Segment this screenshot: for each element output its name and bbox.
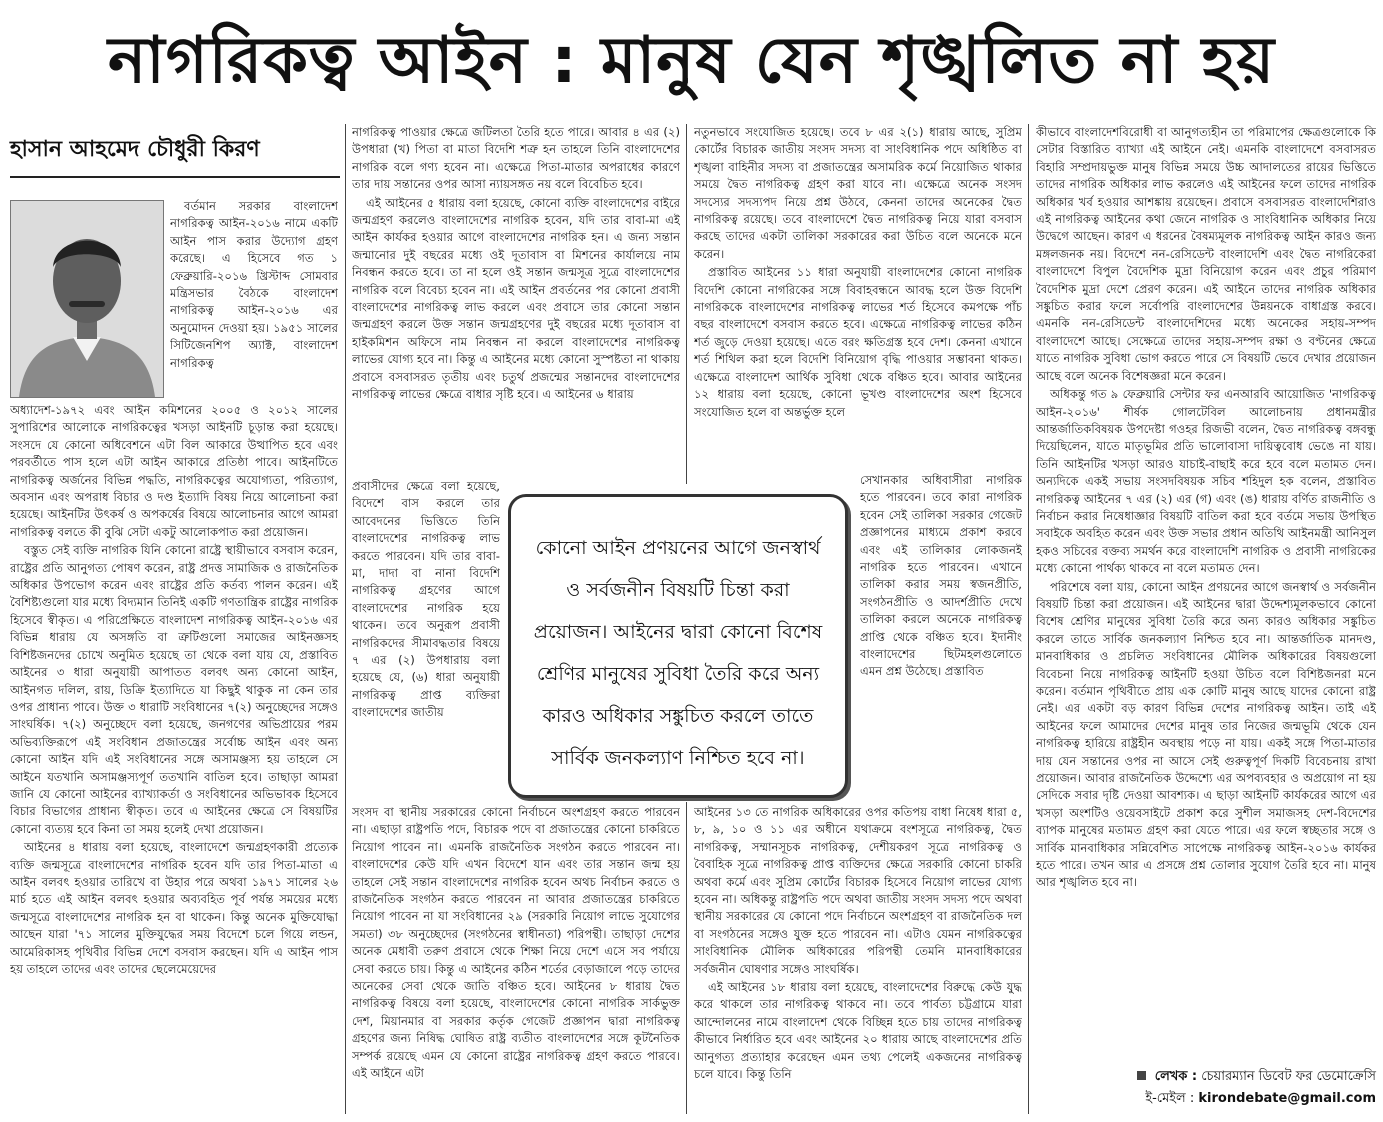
author-info	[1080, 1066, 1376, 1110]
column-rule	[1028, 124, 1029, 1114]
paragraph: এই আইনের ৫ ধারায় বলা হয়েছে, কোনো ব্যক্তি বাংলাদেশের বাইরে জন্মগ্রহণ করলেও বাংলাদেশের নাগরিক হবেন, যদি তার বাবা-মা এই আইন কার্যকর হওয়ার আগে বাংলাদেশের নাগরিক হন। এ জন্য সন্তান জন্মানোর দুই বছরের মধ্যে ওই দূতাবাস বা মিশনের কার্যালয়ে নাম নিবন্ধন করতে হবে। তা না হলে ওই সন্তান জন্মসূত্র সূত্রে বাংলাদেশের নাগরিক বলে বিবেচ্য হবেন না। এই আইন প্রবর্তনের পর কোনো প্রবাসী বাংলাদেশের নাগরিকত্ব লাভ করলে এবং প্রবাসে তার কোনো সন্তান জন্মগ্রহণ করলে উক্ত সন্তান জন্মগ্রহণের দুই বছরের মধ্যে দূতাবাস বা হাইকমিশন অফিসে নাম নিবন্ধন না করলে বাংলাদেশের নাগরিকত্ব লাভের যোগ্য হবে না। কিন্তু এ আইনের মধ্যে কোনো সুস্পষ্টতা না থাকায় প্রবাসে বসবাসরত তৃতীয় এবং চতুর্থ প্রজন্মের সন্তানদের বাংলাদেশের নাগরিকত্ব লাভের ক্ষেত্রে বাধার সৃষ্টি হবে। এ আইনের ৬ ধারায়	[352, 195, 680, 402]
author-designation-row	[1080, 1066, 1376, 1088]
paragraph: সংসদ বা স্থানীয় সরকারের কোনো নির্বাচনে অংশগ্রহণ করতে পারবেন না। এছাড়া রাষ্ট্রপতি পদে, বিচারক পদে বা প্রজাতন্ত্রের কোনো চাকরিতে নিয়োগ পাবেন না। এমনকি রাজনৈতিক সংগঠন করতে পারবেন না। বাংলাদেশের কেউ যদি এখন বিদেশে যান এবং তার সন্তান জন্ম হয় তাহলে সেই সন্তান বাংলাদেশের নাগরিক হবেন অথচ নির্বাচন করতে ও রাজনৈতিক সংগঠন করতে পারবেন না আবার প্রজাতন্ত্রের চাকরিতে নিয়োগ পাবেন না যা সংবিধানের ২৯ (সরকারি নিয়োগ লাভে সুযোগের সমতা) ৩৮ অনুচ্ছেদের (সংগঠনের স্বাধীনতা) পরিপন্থী। তাছাড়া দেশের অনেক মেধাবী তরুণ প্রবাসে থেকে শিক্ষা নিয়ে দেশে এসে সব পর্যায়ে সেবা করতে চায়। কিন্তু এ আইনের কঠিন শর্তের বেড়াজালে পড়ে তাদের অনেকের সেবা থেকে জাতি বঞ্চিত হবে। আইনের ৮ ধারায় দ্বৈত নাগরিকত্ব বিষয়ে বলা হয়েছে, বাংলাদেশের কোনো নাগরিক সার্কভুক্ত দেশ, মিয়ানমার বা সরকার কর্তৃক গেজেট প্রজ্ঞাপন দ্বারা নাগরিকত্ব গ্রহণের জন্য নিষিদ্ধ ঘোষিত রাষ্ট্র ব্যতীত বাংলাদেশের সঙ্গে কূটনৈতিক সম্পর্ক রয়েছে এমন যে কোনো রাষ্ট্রের নাগরিকত্ব গ্রহণ করতে পারবে। এই আইনে এটা	[352, 805, 680, 1081]
paragraph: প্রস্তাবিত আইনের ১১ ধারা অনুযায়ী বাংলাদেশের কোনো নাগরিক বিদেশি কোনো নাগরিকের সঙ্গে বিবাহবন্ধনে আবদ্ধ হলে উক্ত বিদেশি নাগরিককে বাংলাদেশের নাগরিকত্ব লাভের শর্ত হিসেবে কমপক্ষে পাঁচ বছর বাংলাদেশে বসবাস করতে হবে। এক্ষেত্রে নাগরিকত্ব লাভের কঠিন শর্ত জুড়ে দেওয়া হয়েছে। এতে বরং ক্ষতিগ্রস্ত হবে দেশ। কেননা এখানে শর্ত শিথিল করা হলে বিদেশি বিনিয়োগ বৃদ্ধি পাওয়ার সম্ভাবনা থাকত। এক্ষেত্রে বাংলাদেশ আর্থিক সুবিধা থেকে বঞ্চিত হবে। আবার আইনের ১২ ধারায় বলা হয়েছে, কোনো ভূখণ্ড বাংলাদেশের অংশ হিসেবে সংযোজিত হলে বা অন্তর্ভুক্ত হলে	[694, 265, 1022, 419]
byline-rule	[10, 176, 340, 178]
column-2-bottom	[352, 804, 680, 1114]
column-rule	[686, 802, 687, 1114]
paragraph: বস্তুত সেই ব্যক্তি নাগরিক যিনি কোনো রাষ্ট্রে স্থায়ীভাবে বসবাস করেন, রাষ্ট্রের প্রতি আনুগত্য পোষণ করেন, রাষ্ট্র প্রদত্ত সামাজিক ও রাজনৈতিক অধিকার উপভোগ করেন এবং রাষ্ট্রের প্রতি কর্তব্য পালন করেন। এই বৈশিষ্ট্যগুলো যার মধ্যে বিদ্যমান তিনিই একটি গণতান্ত্রিক রাষ্ট্রের নাগরিক হিসেবে স্বীকৃত। এ পরিপ্রেক্ষিতে বাংলাদেশ নাগরিকত্ব আইন-২০১৬ এর বিভিন্ন ধারায় যে অসঙ্গতি বা ত্রুটিগুলো সমাজের আইনজ্ঞসহ বিশিষ্টজনদের চোখে অনুমিত হয়েছে তা থেকে বলা যায় যে, প্রস্তাবিত আইনের ৩ ধারা অনুযায়ী আপাতত বলবৎ অন্য কোনো আইন, আইনগত দলিল, রায়, ডিক্রি ইত্যাদিতে যা কিছুই থাকুক না কেন তার ওপর প্রাধান্য পাবে। উক্ত ৩ ধারাটি সংবিধানের ৭(২) অনুচ্ছেদের সঙ্গেও সাংঘর্ষিক। ৭(২) অনুচ্ছেদে বলা হয়েছে, জনগণের অভিপ্রায়ের পরম অভিব্যক্তিরূপে এই সংবিধান প্রজাতন্ত্রের সর্বোচ্চ আইন এবং অন্য কোনো আইন যদি এই সংবিধানের সঙ্গে অসামঞ্জস্য হয় তাহলে সে আইনে যতখানি অসামঞ্জস্যপূর্ণ ততখানি বাতিল হবে। তাছাড়া আমরা জানি যে কোনো আইনের ব্যাখ্যাকর্তা ও সংবিধানের অভিভাবক হিসেবে বিচার বিভাগের প্রাধান্য স্বীকৃত। তবে এ আইনের ক্ষেত্রে সে বিষয়টির কোনো ব্যত্যয় হবে কিনা তা সময় হলেই দেখা প্রয়োজন।	[10, 543, 338, 836]
column-1-intro	[170, 198, 338, 398]
byline: হাসান আহমেদ চৌধুরী কিরণ	[10, 137, 260, 162]
pull-quote	[508, 494, 848, 798]
paragraph: পরিশেষে বলা যায়, কোনো আইন প্রণয়নের আগে জনস্বার্থ ও সর্বজনীন বিষয়টি চিন্তা করা প্রয়োজন। এই আইনের দ্বারা উদ্দেশ্যমূলকভাবে কোনো বিশেষ শ্রেণির মানুষের সুবিধা তৈরি করে অন্য কারও অধিকার সঙ্কুচিত করলে তাতে সার্বিক জনকল্যাণ নিশ্চিত হবে না। আন্তর্জাতিক মানদণ্ড, মানবাধিকার ও প্রচলিত সংবিধানের মৌলিক অধিকারের বিষয়গুলো বিবেচনা নিয়ে নাগরিকত্ব আইনটি হওয়া উচিত বলে বিশিষ্টজনরা মনে করেন। বর্তমান পৃথিবীতে প্রায় এক কোটি মানুষ আছে যাদের কোনো রাষ্ট্র নেই। এর একটা বড় কারণ বিভিন্ন দেশের নাগরিকত্ব আইন। তাই এই আইনের ফলে আমাদের দেশের মানুষ তার নিজের জন্মভূমি থেকে যেন নাগরিকত্ব হারিয়ে রাষ্ট্রহীন অবস্থায় পড়ে না যায়। একই সঙ্গে পিতা-মাতার দায় যেন সন্তানের ওপর না আসে সেই গুরুত্বপূর্ণ দিকটি বিবেচনায় রাখা প্রয়োজন। আবার রাজনৈতিক উদ্দেশ্যে এর অপব্যবহার ও অপ্রয়োগ না হয় সেদিকে সবার দৃষ্টি দেওয়া আবশ্যক। এ ছাড়া আইনটি কার্যকরের আগে এর খসড়া অংশটিও ওয়েবসাইটে প্রকাশ করে সুশীল সমাজসহ দেশ-বিদেশের ব্যাপক মানুষের মতামত গ্রহণ করা যেতে পারে। এর ফলে স্বচ্ছতার সঙ্গে ও সার্বিক মানবাধিকার সন্নিবেশিত সাপেক্ষে নাগরিকত্ব আইন-২০১৬ কার্যকর হতে পারে। তখন আর এ প্রসঙ্গে প্রশ্ন তোলার সুযোগ তৈরি হবে না। মানুষ আর শৃঙ্খলিত হবে না।	[1036, 579, 1376, 890]
paragraph: আইনের ৪ ধারায় বলা হয়েছে, বাংলাদেশে জন্মগ্রহণকারী প্রত্যেক ব্যক্তি জন্মসূত্রে বাংলাদেশের নাগরিক হবেন যদি তার পিতা-মাতা এ আইন বলবৎ হওয়ার তারিখে বা উহার পরে অথবা ১৯৭১ সালের ২৬ মার্চ হতে এই আইন বলবৎ হওয়ার অব্যবহিত পূর্ব পর্যন্ত সময়ের মধ্যে জন্মসূত্রে বাংলাদেশের নাগরিক হন বা থাকেন। কিন্তু অনেক মুক্তিযোদ্ধা আছেন যারা '৭১ সালের মুক্তিযুদ্ধের সময় বিদেশে চলে গিয়ে লন্ডন, আমেরিকাসহ পৃথিবীর বিভিন্ন দেশে বসবাস করছেন। যদি এ আইন পাস হয় তাহলে তাদের এবং তাদের ছেলেমেয়েদের	[10, 840, 338, 976]
portrait-image	[11, 201, 163, 397]
column-2-narrow	[352, 478, 500, 778]
email-label: ই-মেইল :	[1145, 1091, 1195, 1106]
column-2-top	[352, 124, 680, 476]
author-label: লেখক :	[1154, 1069, 1198, 1084]
column-3-top	[694, 124, 1022, 470]
column-3-bottom	[694, 804, 1022, 1114]
headline: নাগরিকত্ব আইন : মানুষ যেন শৃঙ্খলিত না হয়	[107, 24, 1276, 98]
paragraph: অধিকন্তু গত ৯ ফেব্রুয়ারি সেন্টার ফর এনআরবি আয়োজিত 'নাগরিকত্ব আইন-২০১৬' শীর্ষক গোলটেবিল আলোচনায় প্রধানমন্ত্রীর আন্তর্জাতিকবিষয়ক উপদেষ্টা গওহর রিজভী বলেন, দ্বৈত নাগরিকত্ব বঙ্গবন্ধু দিয়েছিলেন, যাতে মাতৃভূমির প্রতি ভালোবাসা দায়িত্ববোধ ভেঙে না যায়। তিনি আইনটির খসড়া আরও যাচাই-বাছাই করে হবে বলে মতামত দেন। অন্যদিকে একই সভায় সংসদবিষয়ক সচিব শহিদুল হক বলেন, প্রস্তাবিত নাগরিকত্ব আইনের ৭ এর (২) এর (গ) এবং (ঙ) ধারায় বর্ণিত রাজনীতি ও নির্বাচন করার নিষেধাজ্ঞার বিষয়টি বাতিল করা হবে বর্তমে সভায় উপস্থিত সবাইকে অবহিত করেন এবং উক্ত সভার প্রধান অতিথি আইনমন্ত্রী আনিসুল হকও সচিবের বক্তব্য সমর্থন করে বাংলাদেশি নাগরিক ও প্রবাসী নাগরিকের মধ্যে কোনো পার্থক্য থাকবে না বলে মতামত দেন।	[1036, 387, 1376, 576]
pull-quote-text: কোনো আইন প্রণয়নের আগে জনস্বার্থ ও সর্বজনীন বিষয়টি চিন্তা করা প্রয়োজন। আইনের দ্বারা কোনো বিশেষ শ্রেণির মানুষের সুবিধা তৈরি করে অন্য কারও অধিকার সঙ্কুচিত করলে তাতে সার্বিক জনকল্যাণ নিশ্চিত হবে না।	[533, 537, 823, 769]
paragraph: নতুনভাবে সংযোজিত হয়েছে। তবে ৮ এর ২(১) ধারায় আছে, সুপ্রিম কোর্টের বিচারক জাতীয় সংসদ সদস্য বা সাংবিধানিক পদে অধিষ্ঠিত বা শৃঙ্খলা বাহিনীর সদস্য বা প্রজাতন্ত্রের অসামরিক কর্মে নিয়োজিত থাকার সময়ে দ্বৈত নাগরিকত্ব গ্রহণ করা যাবে না। এক্ষেত্রে অনেক সংসদ সদস্যের সদস্যপদ নিয়ে প্রশ্ন উঠবে, কেননা তাদের অনেকের দ্বৈত নাগরিকত্ব রয়েছে। তবে বাংলাদেশে দ্বৈত নাগরিকত্ব নিয়ে যারা বসবাস করছে তাদের একটা তালিকা সরকারের করা উচিত বলে অনেকে মনে করেন।	[694, 125, 1022, 261]
column-rule	[686, 124, 687, 484]
author-photo	[10, 200, 164, 398]
column-3-narrow	[860, 472, 1022, 790]
author-email-row	[1080, 1088, 1376, 1110]
paragraph: কীভাবে বাংলাদেশবিরোধী বা আনুগত্যহীন তা পরিমাপের ক্ষেত্রগুলোকে কি সেটার বিস্তারিত ব্যাখ্যা এই আইনে নেই। এমনকি বাংলাদেশে বসবাসরত বিহারি সম্প্রদায়ভুক্ত মানুষ বিভিন্ন সময়ে উচ্চ আদালতের রায়ের ভিত্তিতে তাদের নাগরিক অধিকার লাভ করলেও এই আইনের ফলে তাদের নাগরিক অধিকার খর্ব হওয়ার আশঙ্কায় রয়েছেন। প্রবাসে বসবাসরত বাংলাদেশিরাও এই নাগরিকত্ব আইনের কথা জেনে নাগরিক ও সাংবিধানিক অধিকার নিয়ে উদ্বেগে আছেন। কারণ এ ধরনের বৈষম্যমূলক নাগরিকত্ব আইন কারও জন্য মঙ্গলজনক নয়। বিদেশে নন-রেসিডেন্ট বাংলাদেশি এবং দ্বৈত নাগরিকেরা বাংলাদেশে বিপুল বৈদেশিক মুদ্রা বিনিয়োগ করেন এবং প্রচুর পরিমাণ বৈদেশিক মুদ্রা দেশে প্রেরণ করেন। এই আইনে তাদের নাগরিক অধিকার সঙ্কুচিত করার ফলে সর্বোপরি বাংলাদেশের উন্নয়নকে বাধাগ্রস্ত করবে। এমনকি নন-রেসিডেন্ট বাংলাদেশিদের মধ্যে অনেকের সহায়-সম্পদ বাংলাদেশে আছে। সেক্ষেত্রে তাদের সহায়-সম্পদ রক্ষা ও বণ্টনের ক্ষেত্রে যাতে নাগরিক সুবিধা ভোগ করতে পারে সে বিষয়টি ভেবে দেখার প্রয়োজন আছে বলে অনেক বিশেষজ্ঞরা মনে করেন।	[1036, 125, 1376, 383]
paragraph: আইনের ১৩ তে নাগরিক অধিকারের ওপর কতিপয় বাধা নিষেধ ধারা ৫, ৮, ৯, ১০ ও ১১ এর অধীনে যথাক্রমে বংশসূত্রে নাগরিকত্ব, দ্বৈত নাগরিকত্ব, সম্মানসূচক নাগরিকত্ব, দেশীয়করণ সূত্রে নাগরিকত্ব ও বৈবাহিক সূত্রে নাগরিকত্ব প্রাপ্ত ব্যক্তিদের ক্ষেত্রে সরকারি কোনো চাকরি অথবা কর্মে এবং সুপ্রিম কোর্টের বিচারক হিসেবে নিয়োগ লাভের যোগ্য হবেন না। অধিকন্তু রাষ্ট্রপতি পদে অথবা জাতীয় সংসদ সদস্য পদে অথবা স্থানীয় সরকারের যে কোনো পদে নির্বাচনে অংশগ্রহণ বা রাজনৈতিক দল বা সংগঠনের সঙ্গেও যুক্ত হতে পারবেন না। এটাও যেমন নাগরিকত্বের সাংবিধানিক মৌলিক অধিকারের পরিপন্থী তেমনি মানবাধিকারের সর্বজনীন ঘোষণার সঙ্গেও সাংঘর্ষিক।	[694, 805, 1022, 976]
column-rule	[345, 124, 346, 1114]
author-designation: চেয়ারম্যান ডিবেট ফর ডেমোক্রেসি	[1201, 1069, 1376, 1084]
paragraph: অধ্যাদেশ-১৯৭২ এবং আইন কমিশনের ২০০৫ ও ২০১২ সালের সুপারিশের আলোকে নাগরিকত্বের খসড়া আইনটি চূড়ান্ত করা হয়েছে। সংসদে যে কোনো অধিবেশনে এটা বিল আকারে উত্থাপিত হবে এবং পরবর্তীতে পাস হলে এটা আইন আকারে প্রতিষ্ঠা পাবে। আইনটিতে নাগরিকত্ব অর্জনের বিভিন্ন পদ্ধতি, নাগরিকত্বের অযোগ্যতা, পরিত্যাগ, অবসান এবং অপরাধ বিচার ও দণ্ড ইত্যাদি বিষয় নিয়ে আলোচনা করা হয়েছে। আইনটির উৎকর্ষ ও অপকর্ষের বিষয়ে আলোচনার আগে আমরা নাগরিকত্ব বলতে কী বুঝি সেটা একটু আলোকপাত করা প্রয়োজন।	[10, 403, 338, 539]
paragraph: প্রবাসীদের ক্ষেত্রে বলা হয়েছে, বিদেশে বাস করলে তার আবেদনের ভিত্তিতে তিনি বাংলাদেশের নাগরিকত্ব লাভ করতে পারবেন। যদি তার বাবা-মা, দাদা বা নানা বিদেশি নাগরিকত্ব গ্রহণের আগে বাংলাদেশের নাগরিক হয়ে থাকেন। তবে অনুরূপ প্রবাসী নাগরিকদের সীমাবদ্ধতার বিষয়ে ৭ এর (২) উপধারায় বলা হয়েছে যে, (৬) ধারা অনুযায়ী নাগরিকত্ব প্রাপ্ত ব্যক্তিরা বাংলাদেশের জাতীয়	[352, 479, 500, 720]
author-email[interactable]: kirondebate@gmail.com	[1198, 1091, 1376, 1106]
square-bullet-icon	[1137, 1071, 1146, 1080]
column-4	[1036, 124, 1376, 1062]
paragraph: এই আইনের ১৮ ধারায় বলা হয়েছে, বাংলাদেশের বিরুদ্ধে কেউ যুদ্ধ করে থাকলে তার নাগরিকত্ব থাকবে না। তবে পার্বত্য চট্টগ্রামে যারা আন্দোলনের নামে বাংলাদেশ থেকে বিচ্ছিন্ন হতে চায় তাদের নাগরিকত্ব কীভাবে নির্ধারিত হবে এবং আইনের ২০ ধারায় আছে বাংলাদেশের প্রতি আনুগত্য প্রত্যাহার করেছেন এমন তথ্য পেলেই একজনের নাগরিকত্ব চলে যাবে। কিন্তু তিনি	[694, 980, 1022, 1082]
intro-paragraph: বর্তমান সরকার বাংলাদেশ নাগরিকত্ব আইন-২০১৬ নামে একটি আইন পাস করার উদ্যোগ গ্রহণ করেছে। এ হিসেবে গত ১ ফেব্রুয়ারি-২০১৬ খ্রিস্টাব্দ সোমবার মন্ত্রিসভার বৈঠকে বাংলাদেশ নাগরিকত্ব আইন-২০১৬ এর অনুমোদন দেওয়া হয়। ১৯৫১ সালের সিটিজেনশিপ অ্যাক্ট, বাংলাদেশ নাগরিকত্ব	[170, 199, 338, 370]
paragraph: নাগরিকত্ব পাওয়ার ক্ষেত্রে জটিলতা তৈরি হতে পারে। আবার ৪ এর (২) উপধারা (খ) পিতা বা মাতা বিদেশি শত্রু হন তাহলে তিনি বাংলাদেশের নাগরিক বলে গণ্য হবেন না। এক্ষেত্রে পিতা-মাতার অপরাধের কারণে তার দায় সন্তানের ওপর আসা ন্যায়সঙ্গত নয় বলে বিবেচিত হবে।	[352, 125, 680, 192]
paragraph: সেখানকার অধিবাসীরা নাগরিক হতে পারবেন। তবে কারা নাগরিক হবেন সেই তালিকা সরকার গেজেট প্রজ্ঞাপনের মাধ্যমে প্রকাশ করবে এবং এই তালিকার লোকজনই নাগরিক হতে পারবেন। এখানে তালিকা করার সময় স্বজনপ্রীতি, সংগঠনপ্রীতি ও আদর্শপ্রীতি দেখে তালিকা করলে অনেকে নাগরিকত্ব প্রাপ্তি থেকে বঞ্চিত হবে। ইদানীং বাংলাদেশের ছিটমহলগুলোতে এমন প্রশ্ন উঠেছে। প্রস্তাবিত	[860, 473, 1022, 679]
column-1	[10, 402, 338, 1114]
